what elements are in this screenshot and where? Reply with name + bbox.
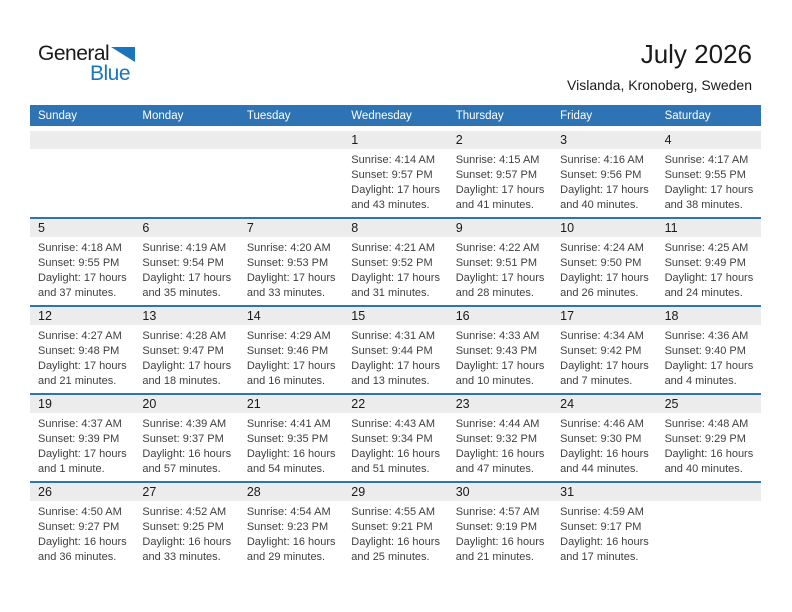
sunrise-text: Sunrise: 4:27 AM [38, 330, 122, 342]
daylight-text-line1: Daylight: 17 hours [664, 360, 754, 372]
sunrise-text: Sunrise: 4:46 AM [560, 418, 644, 430]
weekday-saturday: Saturday [664, 109, 711, 122]
day-number: 29 [351, 485, 366, 499]
sunrise-text: Sunrise: 4:52 AM [142, 506, 227, 518]
logo-text-general: General [38, 42, 110, 65]
day-number: 28 [246, 485, 261, 499]
day-number: 12 [38, 309, 52, 323]
sunset-text: Sunset: 9:35 PM [246, 433, 329, 445]
sunrise-text: Sunrise: 4:24 AM [560, 242, 644, 254]
page-title: July 2026 [640, 39, 752, 69]
day-cell [448, 325, 552, 389]
daylight-text-line1: Daylight: 16 hours [455, 448, 545, 460]
sunset-text: Sunset: 9:54 PM [142, 257, 224, 269]
sunrise-text: Sunrise: 4:33 AM [455, 330, 540, 342]
sunset-text: Sunset: 9:30 PM [560, 433, 642, 445]
day-number: 30 [455, 485, 470, 499]
day-number: 10 [560, 221, 575, 235]
sunrise-text: Sunrise: 4:34 AM [560, 330, 644, 342]
week-row [30, 217, 761, 305]
day-number: 17 [560, 309, 575, 323]
day-detail-row [30, 149, 761, 213]
sunrise-text: Sunrise: 4:14 AM [351, 154, 436, 166]
sunrise-text: Sunrise: 4:20 AM [246, 242, 331, 254]
daylight-text-line1: Daylight: 16 hours [664, 448, 754, 460]
sunrise-text: Sunrise: 4:36 AM [664, 330, 749, 342]
week-row [30, 481, 761, 569]
daylight-text-line1: Daylight: 17 hours [38, 272, 127, 284]
sunrise-text: Sunrise: 4:43 AM [351, 418, 436, 430]
day-cell [30, 237, 134, 301]
daylight-text-line1: Daylight: 17 hours [455, 184, 545, 196]
sunset-text: Sunset: 9:49 PM [664, 257, 746, 269]
day-cell [343, 325, 447, 389]
weekday-thursday: Thursday [455, 109, 504, 122]
daylight-text-line2: and 36 minutes. [38, 551, 117, 563]
day-cell [134, 413, 238, 477]
daylight-text-line1: Daylight: 17 hours [142, 272, 232, 284]
day-number: 25 [664, 397, 679, 411]
sunrise-text: Sunrise: 4:48 AM [664, 418, 749, 430]
day-cell [343, 237, 447, 301]
day-cell [552, 325, 656, 389]
day-cell [343, 149, 447, 213]
calendar-table [30, 105, 761, 569]
daylight-text-line2: and 33 minutes. [142, 551, 221, 563]
day-number-band [30, 219, 761, 237]
empty-day-cell [657, 501, 761, 565]
daylight-text-line2: and 44 minutes. [560, 463, 639, 475]
weekday-monday: Monday [142, 109, 184, 122]
daylight-text-line1: Daylight: 17 hours [351, 272, 440, 284]
day-number: 14 [246, 309, 261, 323]
sunset-text: Sunset: 9:19 PM [455, 521, 538, 533]
day-cell [448, 501, 552, 565]
sunset-text: Sunset: 9:29 PM [664, 433, 746, 445]
daylight-text-line1: Daylight: 17 hours [560, 360, 649, 372]
sunset-text: Sunset: 9:56 PM [560, 169, 642, 181]
page-location: Vislanda, Kronoberg, Sweden [567, 77, 752, 93]
daylight-text-line1: Daylight: 17 hours [351, 360, 440, 372]
sunset-text: Sunset: 9:46 PM [246, 345, 329, 357]
daylight-text-line1: Daylight: 17 hours [455, 360, 545, 372]
day-number: 13 [142, 309, 157, 323]
day-number: 9 [455, 221, 463, 235]
day-cell [239, 413, 343, 477]
sunset-text: Sunset: 9:17 PM [560, 521, 642, 533]
daylight-text-line2: and 47 minutes. [455, 463, 534, 475]
day-number-band [30, 307, 761, 325]
day-number: 6 [142, 221, 150, 235]
sunrise-text: Sunrise: 4:54 AM [246, 506, 331, 518]
daylight-text-line2: and 25 minutes. [351, 551, 430, 563]
daylight-text-line1: Daylight: 16 hours [560, 448, 649, 460]
sunset-text: Sunset: 9:43 PM [455, 345, 538, 357]
sunrise-text: Sunrise: 4:25 AM [664, 242, 749, 254]
daylight-text-line1: Daylight: 17 hours [455, 272, 545, 284]
sunrise-text: Sunrise: 4:50 AM [38, 506, 122, 518]
sunset-text: Sunset: 9:44 PM [351, 345, 433, 357]
day-number: 15 [351, 309, 366, 323]
weekday-friday: Friday [560, 109, 593, 122]
daylight-text-line2: and 28 minutes. [455, 287, 534, 299]
empty-day-cell [134, 149, 238, 213]
sunset-text: Sunset: 9:47 PM [142, 345, 224, 357]
sunrise-text: Sunrise: 4:16 AM [560, 154, 644, 166]
day-cell [552, 413, 656, 477]
day-cell [448, 149, 552, 213]
daylight-text-line2: and 43 minutes. [351, 199, 430, 211]
day-cell [30, 325, 134, 389]
day-number: 24 [560, 397, 575, 411]
sunset-text: Sunset: 9:39 PM [38, 433, 120, 445]
sunset-text: Sunset: 9:50 PM [560, 257, 642, 269]
daylight-text-line1: Daylight: 16 hours [38, 536, 127, 548]
day-cell [552, 237, 656, 301]
day-cell [134, 237, 238, 301]
daylight-text-line1: Daylight: 17 hours [246, 360, 336, 372]
daylight-text-line2: and 31 minutes. [351, 287, 430, 299]
sunrise-text: Sunrise: 4:39 AM [142, 418, 227, 430]
sunset-text: Sunset: 9:51 PM [455, 257, 538, 269]
sunrise-text: Sunrise: 4:57 AM [455, 506, 540, 518]
daylight-text-line2: and 10 minutes. [455, 375, 534, 387]
weekday-header-row [30, 105, 761, 126]
daylight-text-line1: Daylight: 16 hours [351, 448, 440, 460]
week-row [30, 305, 761, 393]
daylight-text-line2: and 54 minutes. [246, 463, 326, 475]
weekday-tuesday: Tuesday [246, 109, 291, 122]
daylight-text-line1: Daylight: 16 hours [560, 536, 649, 548]
sunset-text: Sunset: 9:57 PM [455, 169, 538, 181]
day-number: 11 [664, 221, 678, 235]
day-number: 7 [246, 221, 254, 235]
daylight-text-line1: Daylight: 16 hours [142, 448, 232, 460]
daylight-text-line2: and 51 minutes. [351, 463, 430, 475]
sunset-text: Sunset: 9:53 PM [246, 257, 329, 269]
daylight-text-line2: and 17 minutes. [560, 551, 639, 563]
logo-text-blue: Blue [90, 62, 131, 85]
day-cell [134, 501, 238, 565]
day-number: 21 [246, 397, 261, 411]
day-detail-row [30, 413, 761, 477]
sunrise-text: Sunrise: 4:55 AM [351, 506, 436, 518]
daylight-text-line2: and 21 minutes. [38, 375, 117, 387]
sunset-text: Sunset: 9:25 PM [142, 521, 224, 533]
week-row [30, 131, 761, 217]
day-cell [239, 325, 343, 389]
daylight-text-line2: and 57 minutes. [142, 463, 221, 475]
daylight-text-line2: and 1 minute. [38, 463, 105, 475]
sunset-text: Sunset: 9:42 PM [560, 345, 642, 357]
day-cell [448, 237, 552, 301]
daylight-text-line1: Daylight: 17 hours [560, 184, 649, 196]
daylight-text-line2: and 33 minutes. [246, 287, 326, 299]
daylight-text-line1: Daylight: 16 hours [142, 536, 232, 548]
sunrise-text: Sunrise: 4:17 AM [664, 154, 749, 166]
daylight-text-line1: Daylight: 17 hours [664, 272, 754, 284]
daylight-text-line2: and 7 minutes. [560, 375, 633, 387]
sunrise-text: Sunrise: 4:18 AM [38, 242, 122, 254]
daylight-text-line1: Daylight: 17 hours [664, 184, 754, 196]
sunrise-text: Sunrise: 4:41 AM [246, 418, 331, 430]
day-number-band [30, 483, 761, 501]
daylight-text-line1: Daylight: 17 hours [560, 272, 649, 284]
daylight-text-line2: and 38 minutes. [664, 199, 743, 211]
week-row [30, 393, 761, 481]
calendar-weeks [30, 131, 761, 569]
sunset-text: Sunset: 9:55 PM [38, 257, 120, 269]
daylight-text-line1: Daylight: 17 hours [142, 360, 232, 372]
daylight-text-line2: and 16 minutes. [246, 375, 326, 387]
sunset-text: Sunset: 9:21 PM [351, 521, 433, 533]
day-number-band [30, 395, 761, 413]
sunrise-text: Sunrise: 4:28 AM [142, 330, 227, 342]
sunrise-text: Sunrise: 4:21 AM [351, 242, 436, 254]
sunrise-text: Sunrise: 4:44 AM [455, 418, 540, 430]
daylight-text-line1: Daylight: 17 hours [246, 272, 336, 284]
day-cell [657, 325, 761, 389]
sunset-text: Sunset: 9:52 PM [351, 257, 433, 269]
sunrise-text: Sunrise: 4:31 AM [351, 330, 436, 342]
day-cell [30, 501, 134, 565]
day-number: 3 [560, 133, 568, 147]
sunset-text: Sunset: 9:48 PM [38, 345, 120, 357]
day-number: 19 [38, 397, 52, 411]
sunrise-text: Sunrise: 4:19 AM [142, 242, 227, 254]
day-number: 20 [142, 397, 157, 411]
sunset-text: Sunset: 9:55 PM [664, 169, 746, 181]
day-cell [343, 501, 447, 565]
daylight-text-line1: Daylight: 16 hours [455, 536, 545, 548]
sunset-text: Sunset: 9:40 PM [664, 345, 746, 357]
daylight-text-line2: and 13 minutes. [351, 375, 430, 387]
daylight-text-line2: and 29 minutes. [246, 551, 326, 563]
daylight-text-line2: and 41 minutes. [455, 199, 534, 211]
day-number-band [30, 131, 761, 149]
day-number: 31 [560, 485, 575, 499]
daylight-text-line1: Daylight: 17 hours [38, 360, 127, 372]
daylight-text-line1: Daylight: 17 hours [351, 184, 440, 196]
day-cell [657, 413, 761, 477]
sunrise-text: Sunrise: 4:37 AM [38, 418, 122, 430]
day-number: 18 [664, 309, 679, 323]
day-number: 23 [455, 397, 470, 411]
day-cell [552, 501, 656, 565]
daylight-text-line2: and 24 minutes. [664, 287, 743, 299]
daylight-text-line1: Daylight: 17 hours [38, 448, 127, 460]
empty-day-cell [30, 149, 134, 213]
day-cell [657, 149, 761, 213]
day-number: 26 [38, 485, 52, 499]
daylight-text-line2: and 40 minutes. [560, 199, 639, 211]
daylight-text-line2: and 4 minutes. [664, 375, 737, 387]
sunset-text: Sunset: 9:34 PM [351, 433, 433, 445]
sunset-text: Sunset: 9:32 PM [455, 433, 538, 445]
sunrise-text: Sunrise: 4:15 AM [455, 154, 540, 166]
day-cell [134, 325, 238, 389]
daylight-text-line2: and 26 minutes. [560, 287, 639, 299]
sunset-text: Sunset: 9:57 PM [351, 169, 433, 181]
day-number: 5 [38, 221, 45, 235]
day-cell [239, 501, 343, 565]
sunrise-text: Sunrise: 4:22 AM [455, 242, 540, 254]
day-cell [239, 237, 343, 301]
sunset-text: Sunset: 9:23 PM [246, 521, 329, 533]
daylight-text-line2: and 40 minutes. [664, 463, 743, 475]
day-cell [448, 413, 552, 477]
daylight-text-line2: and 21 minutes. [455, 551, 534, 563]
day-cell [343, 413, 447, 477]
sunrise-text: Sunrise: 4:29 AM [246, 330, 331, 342]
daylight-text-line2: and 35 minutes. [142, 287, 221, 299]
sunrise-text: Sunrise: 4:59 AM [560, 506, 644, 518]
weekday-sunday: Sunday [38, 109, 78, 122]
general-blue-logo [38, 42, 135, 86]
day-number: 1 [351, 133, 359, 147]
day-number: 16 [455, 309, 470, 323]
day-detail-row [30, 237, 761, 301]
daylight-text-line1: Daylight: 16 hours [246, 448, 336, 460]
day-cell [657, 237, 761, 301]
day-number: 27 [142, 485, 157, 499]
sunset-text: Sunset: 9:37 PM [142, 433, 224, 445]
day-number: 8 [351, 221, 359, 235]
empty-day-cell [239, 149, 343, 213]
day-detail-row [30, 325, 761, 389]
sunset-text: Sunset: 9:27 PM [38, 521, 120, 533]
daylight-text-line1: Daylight: 16 hours [246, 536, 336, 548]
daylight-text-line2: and 37 minutes. [38, 287, 117, 299]
day-number: 22 [351, 397, 366, 411]
day-cell [552, 149, 656, 213]
day-number: 4 [664, 133, 672, 147]
day-cell [30, 413, 134, 477]
daylight-text-line2: and 18 minutes. [142, 375, 221, 387]
day-number: 2 [455, 133, 463, 147]
daylight-text-line1: Daylight: 16 hours [351, 536, 440, 548]
day-detail-row [30, 501, 761, 565]
weekday-wednesday: Wednesday [351, 109, 412, 122]
